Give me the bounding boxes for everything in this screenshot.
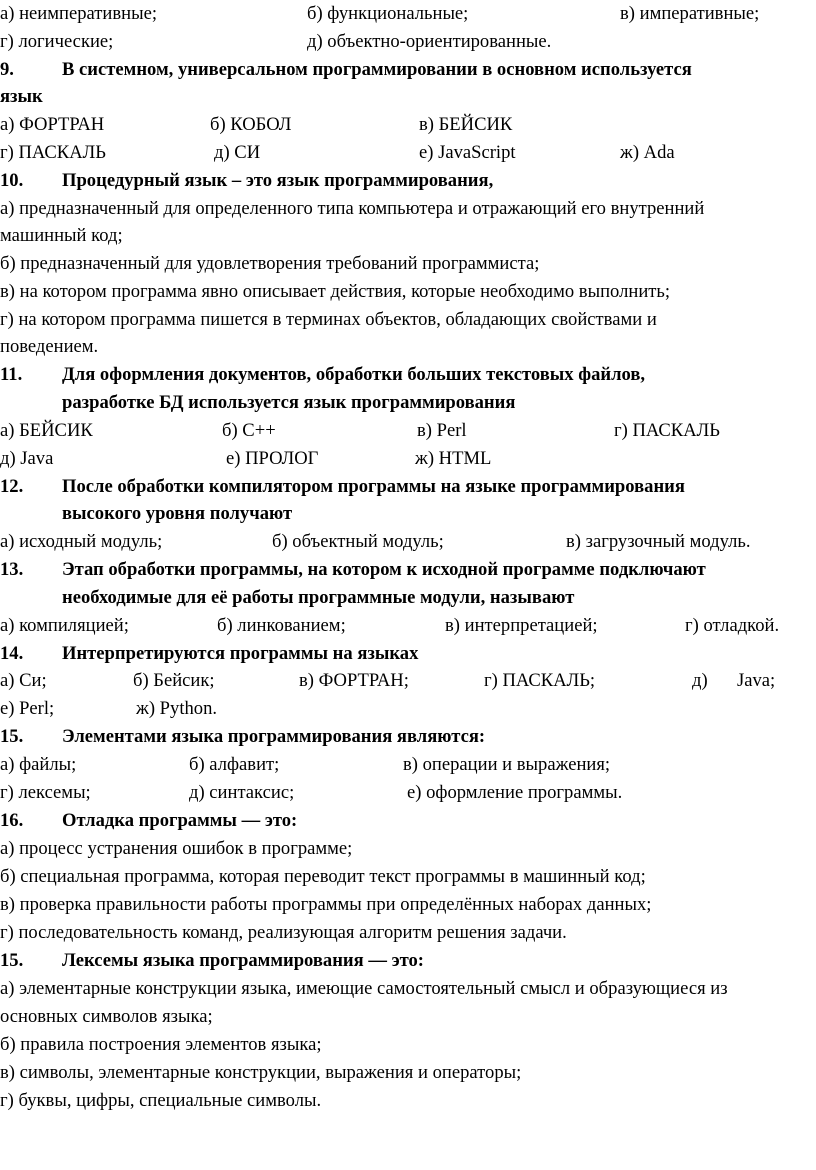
answer-line: б) правила построения элементов языка; (0, 1034, 322, 1055)
question-text: разработке БД используется язык программирования (62, 392, 516, 413)
answer-option: ж) Ada (620, 142, 675, 163)
answer-option: г) лексемы; (0, 782, 91, 803)
question-text: необходимые для её работы программные модули, называют (62, 587, 575, 608)
question-number: 15. (0, 726, 24, 747)
answer-option: а) БЕЙСИК (0, 420, 93, 441)
question-number: 11. (0, 364, 23, 385)
answer-line: основных символов языка; (0, 1006, 213, 1027)
question-number: 9. (0, 59, 14, 80)
answer-option: а) неимперативные; (0, 3, 158, 24)
answer-line: в) символы, элементарные конструкции, выражения и операторы; (0, 1062, 522, 1083)
answer-option: в) ФОРТРАН; (299, 670, 409, 691)
question-text: Этап обработки программы, на котором к исходной программе подключают (62, 559, 706, 580)
answer-option: а) Си; (0, 670, 47, 691)
answer-option: ж) Python. (136, 698, 218, 719)
answer-option: г) ПАСКАЛЬ; (484, 670, 596, 691)
answer-option: е) оформление программы. (407, 782, 623, 803)
question-text: Отладка программы — это: (62, 810, 298, 831)
answer-option: е) ПРОЛОГ (226, 448, 319, 469)
answer-option: д) синтаксис; (189, 782, 295, 803)
answer-option: б) объектный модуль; (272, 531, 444, 552)
answer-option: д) объектно-ориентированные. (307, 31, 552, 52)
answer-option: д) (692, 670, 708, 691)
answer-option: б) линкованием; (217, 615, 346, 636)
answer-option: е) Perl; (0, 698, 55, 719)
answer-line: б) предназначенный для удовлетворения требований программиста; (0, 253, 540, 274)
answer-option: а) исходный модуль; (0, 531, 163, 552)
answer-line: г) на котором программа пишется в терминах объектов, обладающих свойствами и (0, 309, 657, 330)
question-number: 10. (0, 170, 24, 191)
answer-option: в) императивные; (620, 3, 760, 24)
answer-option: д) Java (0, 448, 54, 469)
answer-option: а) файлы; (0, 754, 77, 775)
answer-option: б) функциональные; (307, 3, 469, 24)
question-text: После обработки компилятором программы на языке программирования (62, 476, 685, 497)
answer-option: в) интерпретацией; (445, 615, 598, 636)
answer-line: поведением. (0, 336, 99, 357)
answer-line: г) буквы, цифры, специальные символы. (0, 1090, 322, 1111)
answer-option: б) КОБОЛ (210, 114, 292, 135)
question-number: 12. (0, 476, 24, 497)
answer-line: а) процесс устранения ошибок в программе; (0, 838, 353, 859)
answer-line: а) предназначенный для определенного типа компьютера и отражающий его внутренний (0, 198, 705, 219)
answer-option: а) компиляцией; (0, 615, 129, 636)
answer-line: а) элементарные конструкции языка, имеющие самостоятельный смысл и образующиеся из (0, 978, 728, 999)
answer-option: в) загрузочный модуль. (566, 531, 751, 552)
answer-option: б) Бейсик; (133, 670, 215, 691)
answer-option: б) алфавит; (189, 754, 280, 775)
answer-line: машинный код; (0, 225, 123, 246)
answer-option: е) JavaScript (419, 142, 516, 163)
answer-option: б) С++ (222, 420, 276, 441)
answer-option: г) ПАСКАЛЬ (614, 420, 720, 441)
question-text: язык (0, 86, 43, 107)
answer-line: в) на котором программа явно описывает действия, которые необходимо выполнить; (0, 281, 671, 302)
answer-line: г) последовательность команд, реализующая алгоритм решения задачи. (0, 922, 567, 943)
answer-option: а) ФОРТРАН (0, 114, 105, 135)
answer-option: в) Perl (417, 420, 467, 441)
question-number: 14. (0, 643, 24, 664)
question-text: Для оформления документов, обработки больших текстовых файлов, (62, 364, 646, 385)
question-text: Элементами языка программирования являются: (62, 726, 486, 747)
answer-option: д) СИ (214, 142, 261, 163)
question-text: высокого уровня получают (62, 503, 293, 524)
answer-option: Java; (737, 670, 776, 691)
answer-option: г) отладкой. (685, 615, 780, 636)
answer-line: б) специальная программа, которая переводит текст программы в машинный код; (0, 866, 646, 887)
question-number: 13. (0, 559, 24, 580)
answer-option: в) операции и выражения; (403, 754, 611, 775)
question-text: Лексемы языка программирования — это: (62, 950, 424, 971)
question-text: Интерпретируются программы на языках (62, 643, 419, 664)
question-number: 15. (0, 950, 24, 971)
answer-option: г) ПАСКАЛЬ (0, 142, 106, 163)
answer-option: г) логические; (0, 31, 114, 52)
answer-line: в) проверка правильности работы программы при определённых наборах данных; (0, 894, 652, 915)
question-text: Процедурный язык – это язык программирования, (62, 170, 494, 191)
question-number: 16. (0, 810, 24, 831)
answer-option: ж) HTML (415, 448, 492, 469)
question-text: В системном, универсальном программировании в основном используется (62, 59, 692, 80)
answer-option: в) БЕЙСИК (419, 114, 513, 135)
